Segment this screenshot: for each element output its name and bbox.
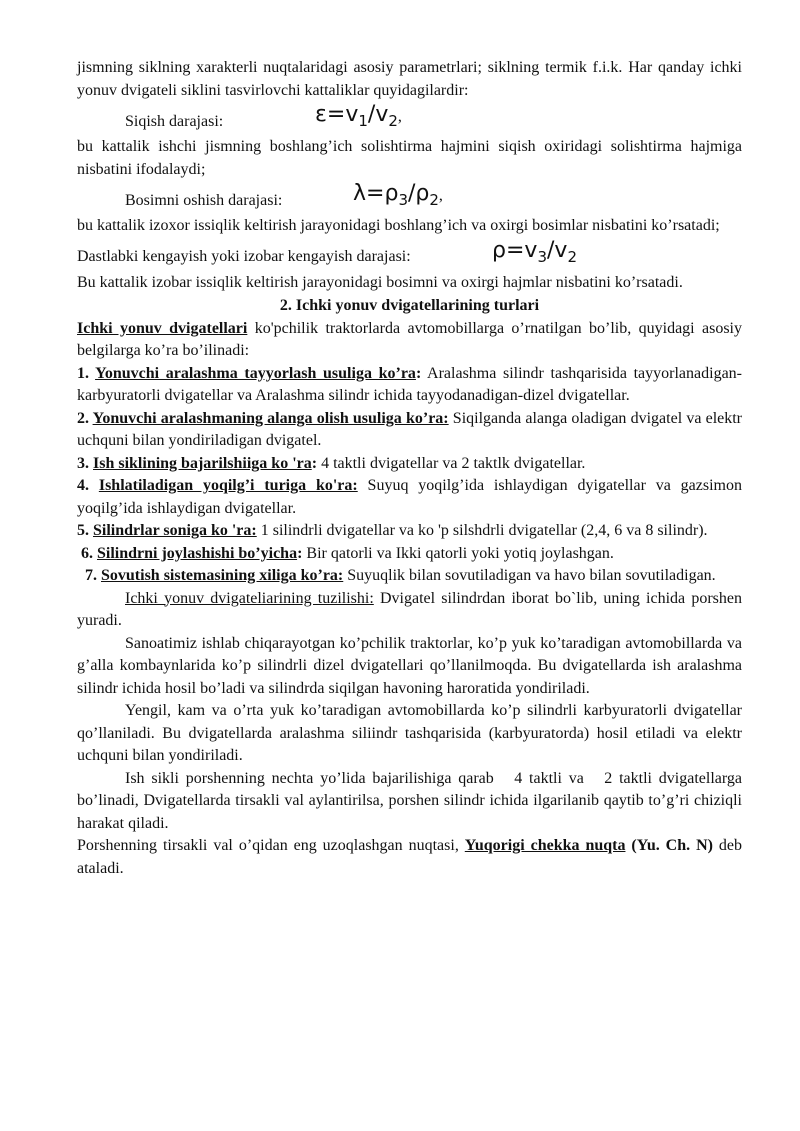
- compression-ratio-line: [77, 102, 742, 136]
- item-text: Bir qatorli va Ikki qatorli yoki yotiq joylashgan.: [302, 544, 614, 562]
- formula-symbol: λ: [353, 181, 367, 206]
- structure-text: Dvigatel silindrdan iborat bo`lib, uning ichida porshen yuradi.: [77, 589, 742, 629]
- list-item: [77, 363, 742, 408]
- item-text: 1 silindrli dvigatellar va ko 'p silshdrli dvigatellar (2,4, 6 va 8 silindr).: [256, 522, 708, 539]
- item-number: 7.: [77, 567, 101, 584]
- final-term: Yuqorigi chekka nuqta: [464, 837, 626, 854]
- formula-symbol: ε: [315, 102, 327, 127]
- list-item: [77, 453, 742, 476]
- formula-subscript: 3: [537, 247, 547, 266]
- formula-slash: /: [367, 102, 376, 127]
- document-page: [77, 57, 746, 880]
- compression-ratio-label: Siqish darajasi:: [125, 112, 224, 130]
- list-item: [77, 520, 742, 543]
- item-number: 6.: [77, 544, 97, 562]
- structure-term: Ichki yonuv dvigateliarining tuzilishi:: [125, 589, 374, 607]
- final-tail: deb ataladi.: [77, 837, 743, 877]
- final-abbreviation: (Yu. Ch. N): [631, 837, 713, 854]
- compression-ratio-formula: [315, 103, 402, 133]
- formula-denominator: v: [554, 237, 568, 263]
- list-item: [77, 543, 742, 566]
- item-term: Sovutish sistemasining xiliga ko’ra:: [101, 567, 344, 584]
- expansion-ratio-line: [77, 238, 742, 272]
- formula-numerator: v: [345, 102, 359, 127]
- item-term: Ish siklining bajarilshiiga ko 'ra: [93, 454, 312, 472]
- formula-numerator: ρ: [384, 181, 399, 206]
- body-paragraph: Yengil, kam va o’rta yuk ko’taradigan avtomobillarda ko’p silindrli karbyuratorli dvigatellar qo’llaniladi. Bu dvigatellarda aralashma siliindr tashqarisida (karbyuratorda) hosil etiladi va elektr uchquni bilan yondiriladi.: [77, 702, 742, 764]
- types-intro-term: Ichki yonuv dvigatellari: [77, 319, 248, 337]
- formula-comma: ,: [397, 108, 402, 125]
- item-text: Aralashma silindr tashqarisida tayyorlanadigan-karbyuratorli dvigatellar va Aralashma silindr ichida tayyodanadigan-dizel dvigatellar.: [77, 364, 743, 404]
- item-colon: :: [311, 454, 318, 472]
- list-item: [77, 565, 742, 588]
- formula-subscript: 2: [388, 112, 398, 130]
- pressure-ratio-label: Bosimni oshish darajasi:: [125, 191, 283, 209]
- body-paragraph: Ish sikli porshenning nechta yo’lida bajarilishiga qarab 4 taktli va 2 taktli dvigatellarga bo’linadi, Dvigatellarda tirsakli val aylantirilsa, porshen silindr ichida ilgarilanib qaytib to’g’ri chiziqli harakat qiladi.: [77, 769, 746, 832]
- formula-equals: =: [366, 181, 385, 206]
- item-colon: :: [297, 544, 303, 562]
- item-text: Suyuqlik bilan sovutiladigan va havo bilan sovutiladigan.: [343, 567, 716, 584]
- item-text: Suyuq yoqilg’ida ishlaydigan dyigatellar va gazsimon yoqilg’ida ishlaydigan dvigatellar.: [77, 477, 742, 517]
- pressure-ratio-description: bu kattalik izoxor issiqlik keltirish jarayonidagi boshlang’ich va oxirgi bosimlar nisbatini ko’rsatadi;: [77, 217, 720, 234]
- formula-numerator: v: [524, 237, 538, 263]
- formula-symbol: ρ: [492, 237, 506, 263]
- formula-slash: /: [407, 181, 416, 206]
- formula-equals: =: [505, 237, 525, 263]
- formula-subscript: 2: [429, 191, 439, 209]
- formula-equals: =: [326, 102, 346, 127]
- item-number: 1.: [77, 364, 96, 382]
- list-item: [77, 475, 742, 520]
- formula-denominator: v: [375, 102, 389, 127]
- item-number: 2.: [77, 409, 93, 427]
- expansion-ratio-label: Dastlabki kengayish yoki izobar kengayish darajasi:: [77, 248, 411, 265]
- compression-ratio-description: bu kattalik ishchi jismning boshlang’ich solishtirma hajmini siqish oxiridagi solishtirma hajmiga nisbatini ifodalaydi;: [77, 138, 742, 178]
- structure-paragraph: [77, 588, 742, 633]
- formula-denominator: ρ: [415, 181, 430, 206]
- final-text: Porshenning tirsakli val o’qidan eng uzoqlashgan nuqtasi,: [77, 837, 465, 854]
- item-term: Ishlatiladigan yoqilg’i turiga ko'ra:: [98, 477, 358, 494]
- intro-paragraph: jismning siklning xarakterli nuqtalaridagi asosiy parametrlari; siklning termik f.i.k. Har qanday ichki yonuv dvigateli siklini tasvirlovchi kattaliklar quyidagilardir:: [77, 59, 742, 99]
- item-term: Yonuvchi aralashmaning alanga olish usuliga ko’ra:: [92, 409, 449, 427]
- pressure-ratio-formula: [353, 182, 443, 212]
- item-term: Yonuvchi aralashma tayyorlash usuliga ko’ra: [95, 364, 416, 382]
- item-colon: :: [415, 364, 422, 382]
- types-intro-paragraph: [77, 318, 742, 363]
- formula-comma: ,: [438, 187, 443, 204]
- section-heading: 2. Ichki yonuv dvigatellarining turlari: [279, 297, 540, 314]
- item-number: 4.: [77, 477, 99, 494]
- body-paragraph: Sanoatimiz ishlab chiqarayotgan ko’pchilik traktorlar, ko’p yuk ko’taradigan avtomobillarda va g’alla kombaynlarida ko’p silindrli dizel dvigatellari qo’llanilmoqda. Bu dvigatellarda ish aralashma silindr ichida hosil bo’ladi va silindrda siqilgan havoning haroratida yondiriladi.: [77, 634, 742, 697]
- item-number: 5.: [77, 522, 93, 539]
- list-item: [77, 408, 742, 453]
- item-text: Siqilganda alanga oladigan dvigatel va elektr uchquni bilan yondiriladigan dvigatel.: [77, 409, 743, 449]
- final-paragraph: [77, 835, 742, 880]
- pressure-ratio-line: [77, 181, 742, 215]
- item-term: Silindrlar soniga ko 'ra:: [93, 522, 257, 539]
- types-intro-text: ko'pchilik traktorlarda avtomobillarga o’rnatilgan bo’lib, quyidagi asosiy belgilarga ko’ra bo’ilinadi:: [77, 319, 743, 359]
- item-text: 4 taktli dvigatellar va 2 taktlk dvigatellar.: [317, 454, 586, 472]
- item-number: 3.: [77, 454, 93, 472]
- expansion-ratio-formula: [492, 239, 577, 269]
- formula-subscript: 1: [358, 112, 368, 130]
- expansion-ratio-description: Bu kattalik izobar issiqlik keltirish jarayonidagi bosimni va oxirgi hajmlar nisbatini ko’rsatadi.: [77, 273, 683, 291]
- formula-slash: /: [546, 237, 555, 263]
- item-term: Silindrni joylashishi bo’yicha: [97, 544, 298, 562]
- formula-subscript: 2: [567, 247, 577, 266]
- formula-subscript: 3: [398, 191, 408, 209]
